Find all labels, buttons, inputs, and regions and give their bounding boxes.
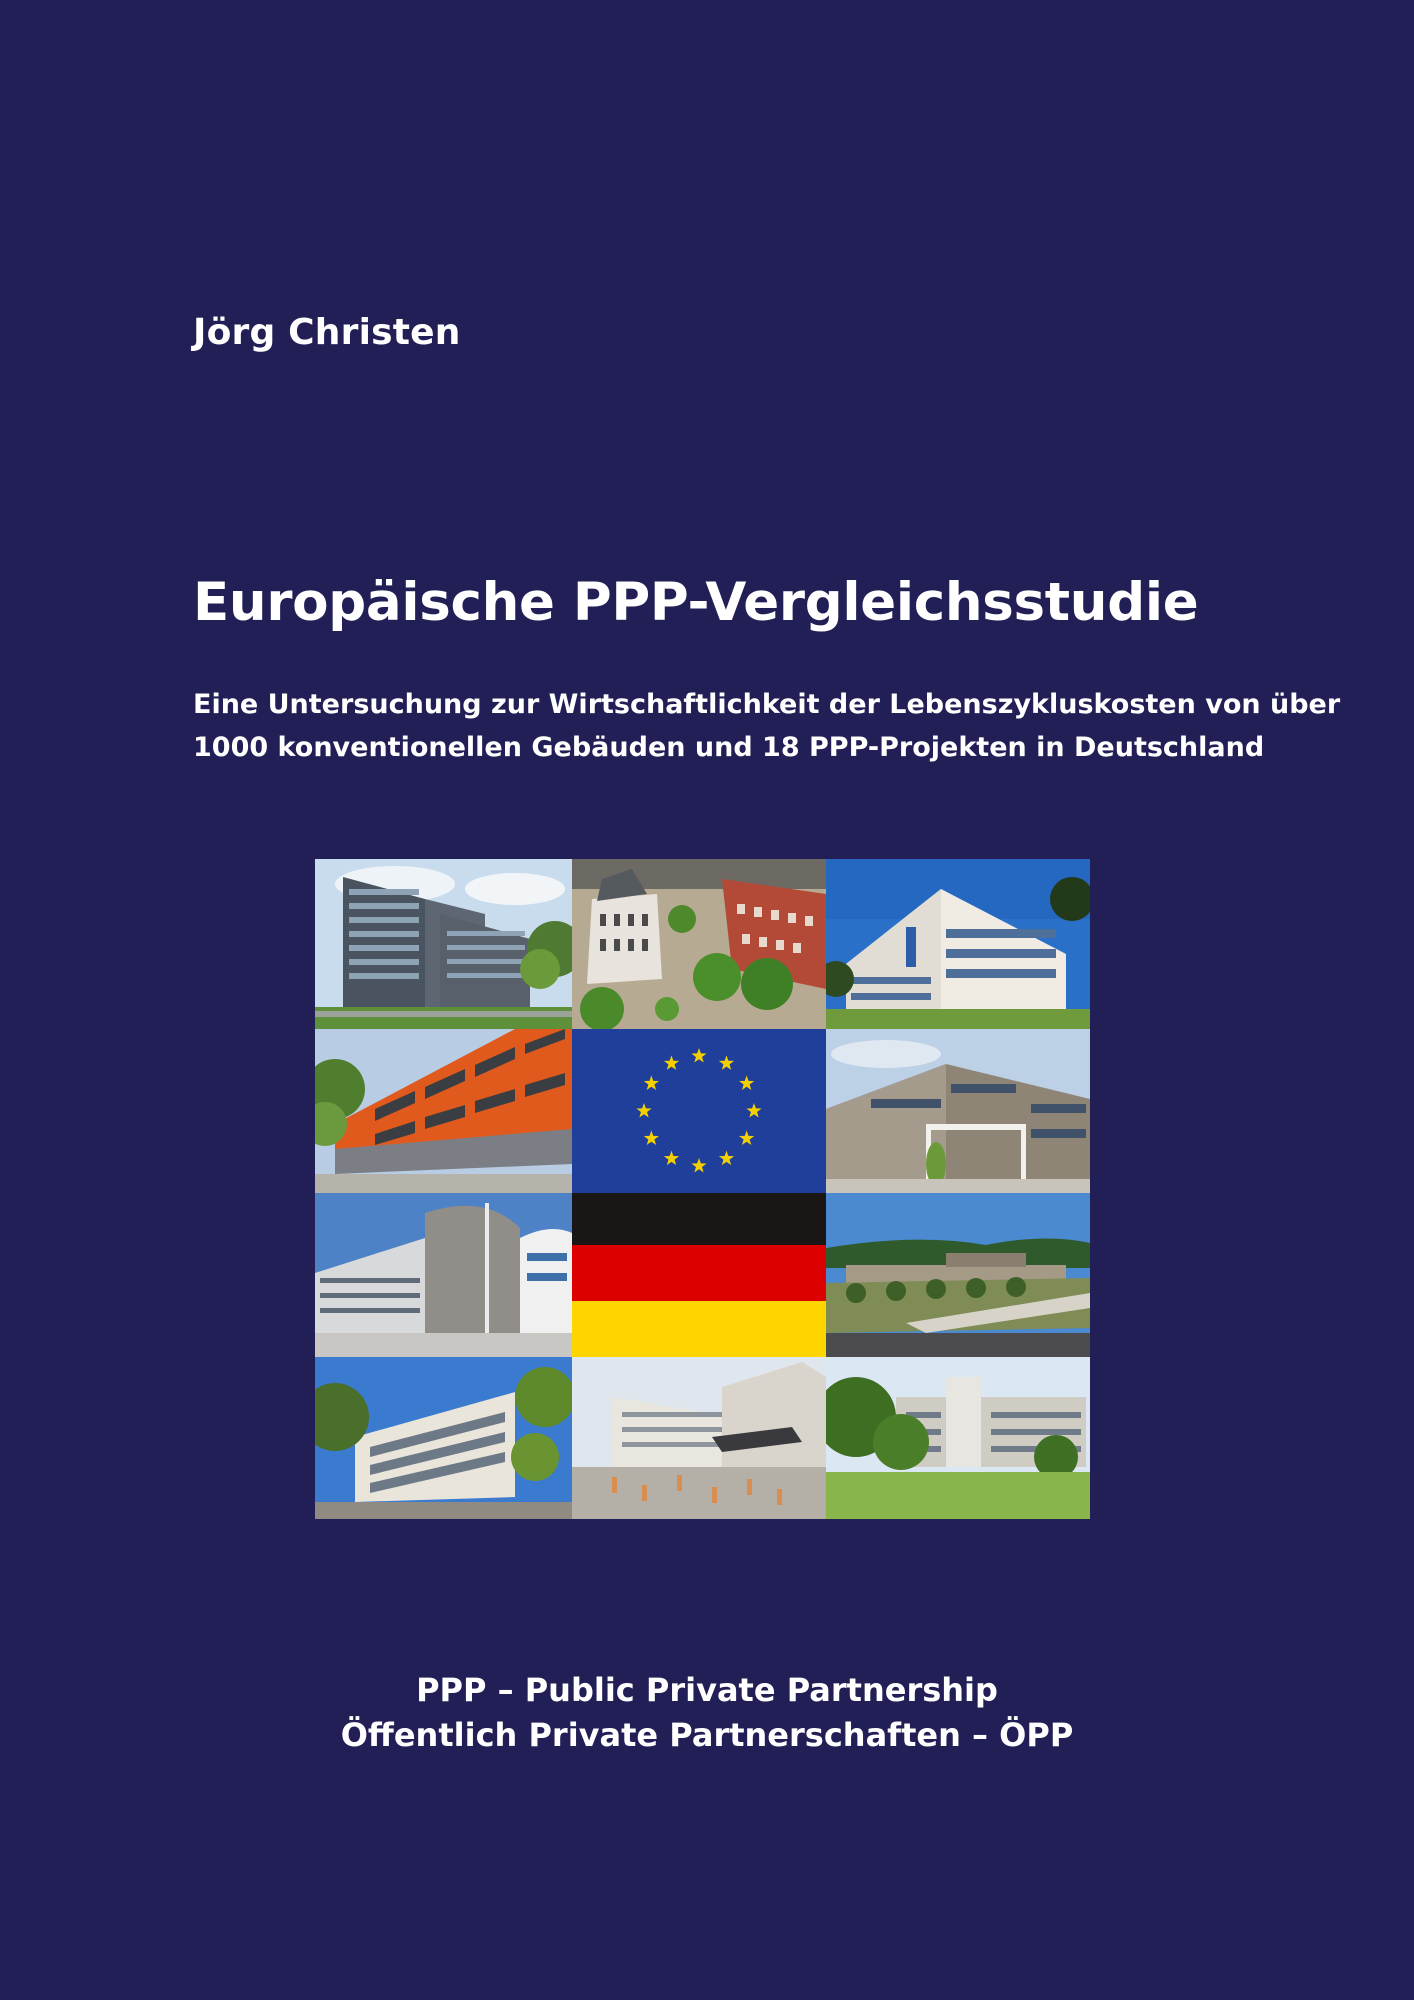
photo-collage — [315, 859, 1090, 1519]
park-building-photo — [826, 1357, 1090, 1519]
subtitle-line: 1000 konventionellen Gebäuden und 18 PPP-Projekten in Deutschland — [193, 732, 1265, 763]
german-flag-gold-stripe — [572, 1301, 826, 1357]
book-title: Europäische PPP-Vergleichsstudie — [193, 572, 1199, 633]
subtitle-line: Eine Untersuchung zur Wirtschaftlichkeit der Lebenszykluskosten von über — [193, 689, 1341, 720]
campus-landscape-photo — [826, 1193, 1090, 1357]
german-flag — [572, 1193, 826, 1357]
author-name: Jörg Christen — [193, 312, 461, 353]
book-subtitle — [193, 683, 1341, 769]
plaza-rendering-photo — [572, 1357, 826, 1519]
german-flag-red-stripe — [572, 1245, 826, 1301]
office-building-photo — [315, 859, 572, 1029]
orange-school-photo — [315, 1029, 572, 1193]
footer-line: Öffentlich Private Partnerschaften – ÖPP — [340, 1716, 1074, 1754]
footer-line: PPP – Public Private Partnership — [416, 1671, 998, 1709]
grey-building-photo — [826, 1029, 1090, 1193]
german-flag-black-stripe — [572, 1193, 826, 1245]
street-building-photo — [315, 1357, 572, 1519]
cover-footer — [0, 1668, 1414, 1758]
white-building-photo — [826, 859, 1090, 1029]
curved-facade-photo — [315, 1193, 572, 1357]
town-hall-aerial-photo — [572, 859, 826, 1029]
eu-flag — [572, 1029, 826, 1193]
